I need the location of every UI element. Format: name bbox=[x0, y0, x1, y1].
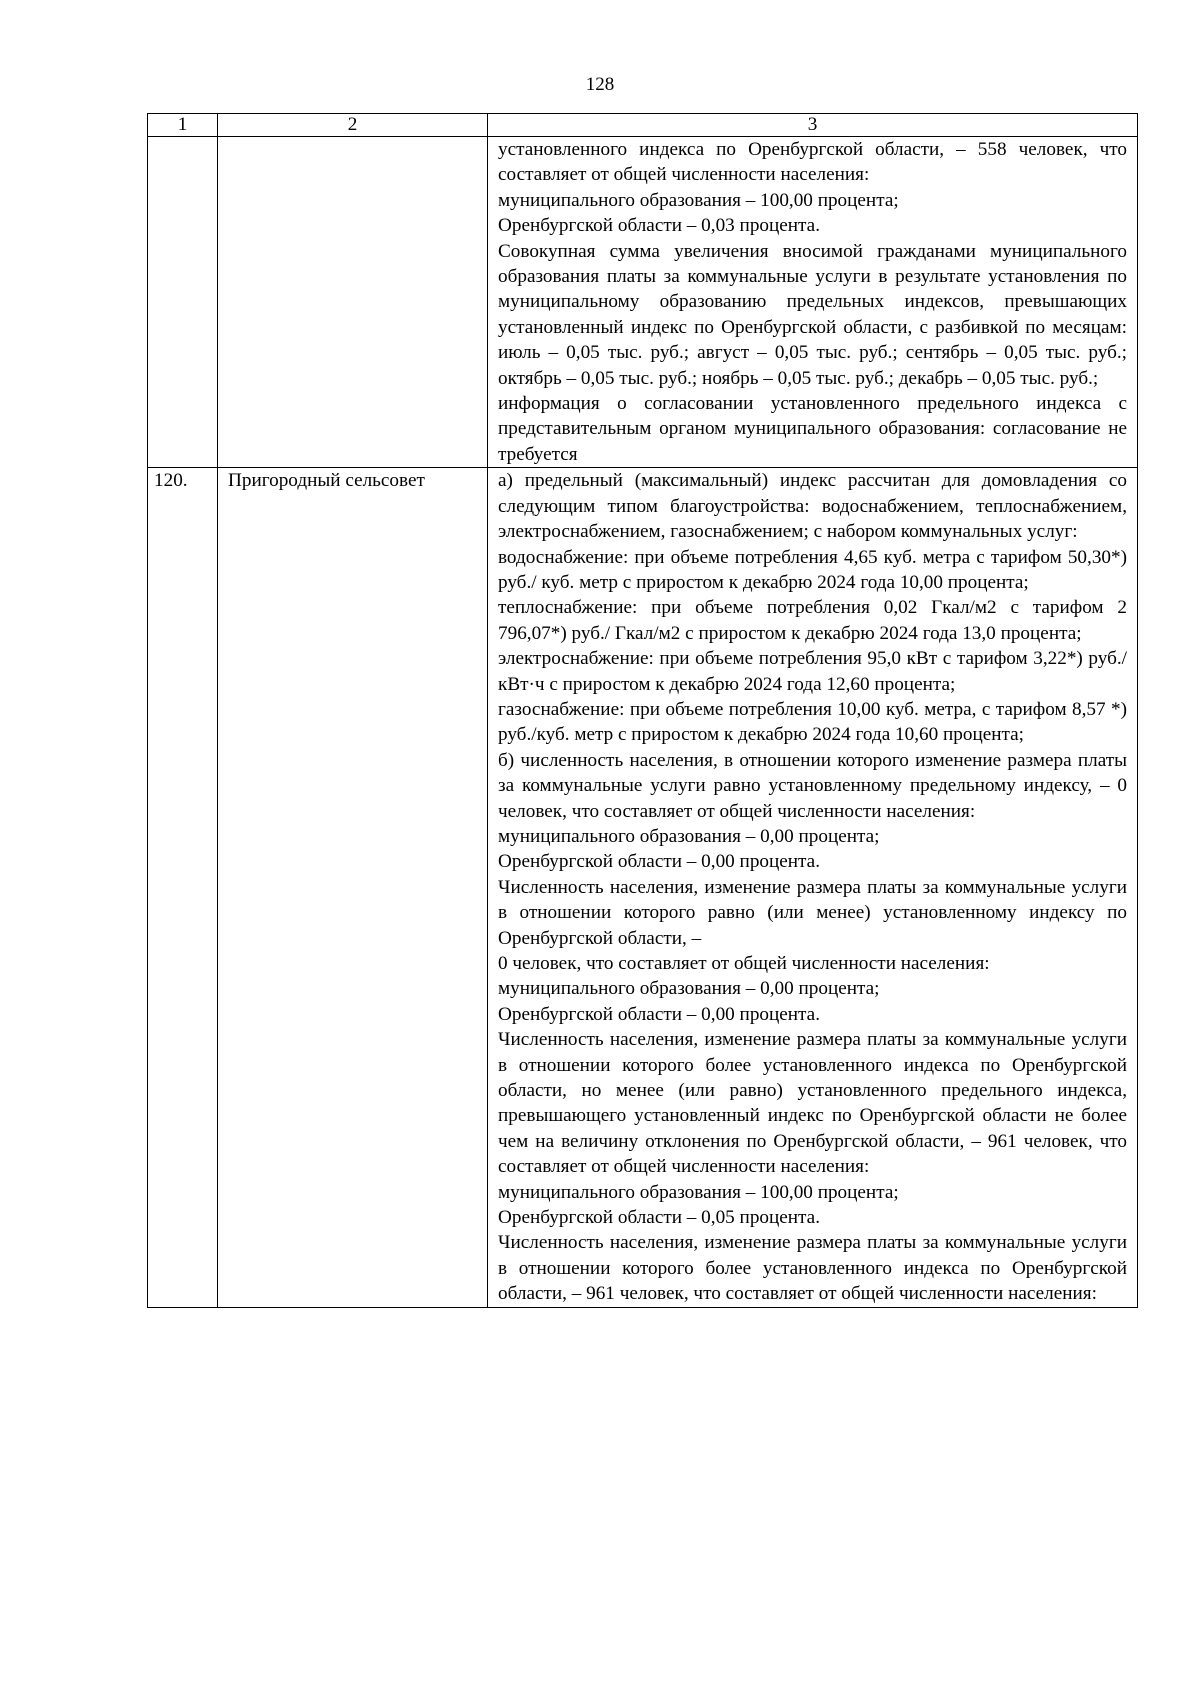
column-header-3: 3 bbox=[488, 114, 1138, 137]
column-header-1: 1 bbox=[148, 114, 218, 137]
paragraph: теплоснабжение: при объеме потребления 0,02 Гкал/м2 с тарифом 2 796,07*) руб./ Гкал/м2 с приростом к декабрю 2024 года 13,0 процента; bbox=[498, 597, 1127, 644]
row-number-cell: 120. bbox=[148, 468, 218, 1307]
paragraph: 0 человек, что составляет от общей численности населения: bbox=[498, 953, 990, 974]
paragraph: Оренбургской области – 0,05 процента. bbox=[498, 1207, 820, 1229]
description-cell bbox=[488, 468, 1138, 1307]
paragraph: а) предельный (максимальный) индекс рассчитан для домовладения со следующим типом благоустройства: водоснабжением, теплоснабжением, электроснабжением, газоснабжением; с набором коммунальных услуг: bbox=[498, 470, 1127, 543]
paragraph: Численность населения, изменение размера платы за коммунальные услуги в отношении которого более установленного индекса по Оренбургской области, но менее (или равно) установленного предельного индекса, превышающего установленный индекс по Оренбургской области не более чем на величину отклонения по Оренбургской области, – 961 человек, что составляет от общей численности населения: bbox=[498, 1029, 1127, 1178]
paragraph: Совокупная сумма увеличения вносимой гражданами муниципального образования платы за коммунальные услуги в результате установления по муниципальному образованию предельных индексов, превышающих установленный индекс по Оренбургской области, с разбивкой по месяцам: июль – 0,05 тыс. руб.; август – 0,05 тыс. руб.; сентябрь – 0,05 тыс. руб.; октябрь – 0,05 тыс. руб.; ноябрь – 0,05 тыс. руб.; декабрь – 0,05 тыс. руб.; bbox=[498, 240, 1127, 389]
paragraph: муниципального образования – 0,00 процента; bbox=[498, 978, 880, 1000]
paragraph: Оренбургской области – 0,03 процента. bbox=[498, 215, 820, 237]
paragraph: Численность населения, изменение размера платы за коммунальные услуги в отношении которого более установленного индекса по Оренбургской области, – 961 человек, что составляет от общей численности населения: bbox=[498, 1232, 1127, 1305]
paragraph: муниципального образования – 100,00 процента; bbox=[498, 189, 899, 211]
description-cell bbox=[488, 137, 1138, 468]
table-row-120 bbox=[148, 468, 1138, 1307]
paragraph: электроснабжение: при объеме потребления 95,0 кВт с тарифом 3,22*) руб./кВт·ч с приростом к декабрю 2024 года 12,60 процента; bbox=[498, 648, 1127, 695]
municipality-name-cell bbox=[218, 137, 488, 468]
page-number: 128 bbox=[585, 74, 615, 95]
municipality-name-cell: Пригородный сельсовет bbox=[218, 468, 488, 1307]
paragraph: Оренбургской области – 0,00 процента. bbox=[498, 1003, 820, 1025]
paragraph: информация о согласовании установленного предельного индекса с представительным органом муниципального образования: согласование не требуется bbox=[498, 393, 1127, 465]
paragraph: б) численность населения, в отношении которого изменение размера платы за коммунальные услуги равно установленному предельному индексу, – 0 человек, что составляет от общей численности населения: bbox=[498, 749, 1127, 822]
paragraph: газоснабжение: при объеме потребления 10,00 куб. метра, с тарифом 8,57 *) руб./куб. метр с приростом к декабрю 2024 года 10,60 процента; bbox=[498, 698, 1127, 746]
data-table bbox=[147, 113, 1138, 1308]
paragraph: Оренбургской области – 0,00 процента. bbox=[498, 851, 820, 873]
paragraph: Численность населения, изменение размера платы за коммунальные услуги в отношении которого равно (или менее) установленному индексу по Оренбургской области, – bbox=[498, 876, 1127, 949]
paragraph: муниципального образования – 100,00 процента; bbox=[498, 1181, 899, 1203]
column-header-2: 2 bbox=[218, 114, 488, 137]
paragraph: водоснабжение: при объеме потребления 4,65 куб. метра с тарифом 50,30*) руб./ куб. метр с приростом к декабрю 2024 года 10,00 процента; bbox=[498, 546, 1127, 593]
paragraph: установленного индекса по Оренбургской области, – 558 человек, что составляет от общей численности населения: bbox=[498, 139, 1127, 186]
paragraph: муниципального образования – 0,00 процента; bbox=[498, 825, 880, 847]
row-number-cell bbox=[148, 137, 218, 468]
table-header-row bbox=[148, 114, 1138, 137]
table-row-continuation bbox=[148, 137, 1138, 468]
